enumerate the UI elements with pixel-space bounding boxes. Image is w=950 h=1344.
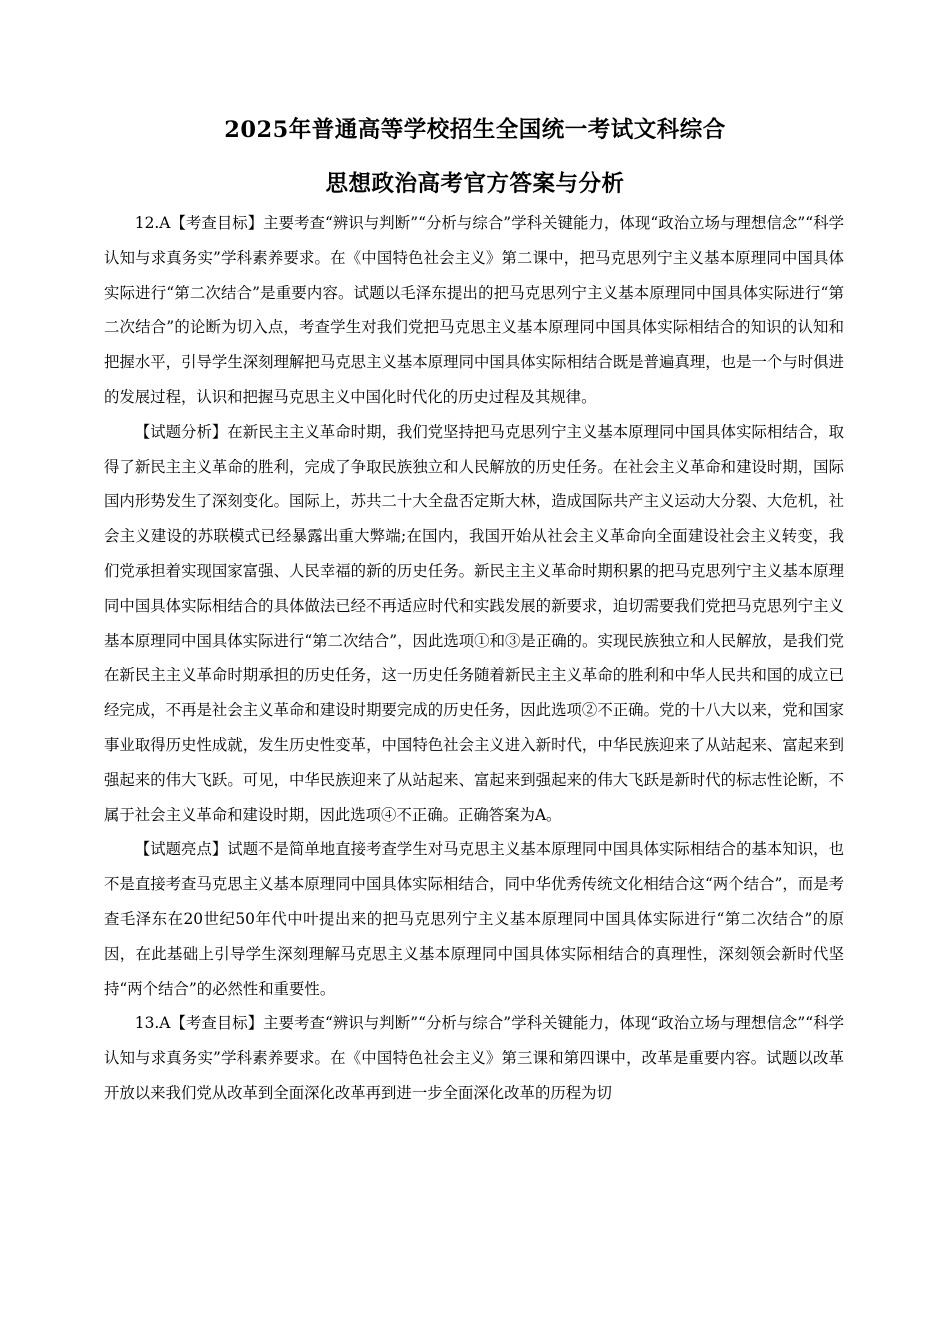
document-title-line2: 思想政治高考官方答案与分析: [325, 171, 625, 197]
paragraph-q12-analysis: 【试题分析】在新民主主义革命时期，我们党坚持把马克思列宁主义基本原理同中国具体实际相结合，取得了新民主主义革命的胜利，完成了争取民族独立和人民解放的历史任务。在社会主义革命和建设时期，国际国内形势发生了深刻变化。国际上，苏共二十大全盘否定斯大林，造成国际共产主义运动大分裂、大危机，社会主义建设的苏联模式已经暴露出重大弊端;在国内，我国开始从社会主义革命向全面建设社会主义转变，我们党承担着实现国家富强、人民幸福的新的历史任务。新民主主义革命时期积累的把马克思列宁主义基本原理同中国具体实际相结合的具体做法已经不再适应时代和实践发展的新要求，迫切需要我们党把马克思列宁主义基本原理同中国具体实际进行“第二次结合”，因此选项①和③是正确的。实现民族独立和人民解放，是我们党在新民主主义革命时期承担的历史任务，这一历史任务随着新民主主义革命的胜利和中华人民共和国的成立已经完成，不再是社会主义革命和建设时期要完成的历史任务，因此选项②不正确。党的十八大以来，党和国家事业取得历史性成就，发生历史性变革，中国特色社会主义进入新时代，中华民族迎来了从站起来、富起来到强起来的伟大飞跃。可见，中华民族迎来了从站起来、富起来到强起来的伟大飞跃是新时代的标志性论断，不属于社会主义革命和建设时期，因此选项④不正确。正确答案为A。: [104, 422, 844, 824]
paragraph-q12-highlight: 【试题亮点】试题不是简单地直接考查学生对马克思主义基本原理同中国具体实际相结合的基本知识，也不是直接考查马克思主义基本原理同中国具体实际相结合，同中华优秀传统文化相结合这“两个结合”，而是考查毛泽东在20世纪50年代中叶提出来的把马克思列宁主义基本原理同中国具体实际进行“第二次结合”的原因，在此基础上引导学生深刻理解马克思主义基本原理同中国具体实际相结合的真理性，深刻领会新时代坚持“两个结合”的必然性和重要性。: [104, 840, 844, 998]
document-body: [104, 206, 844, 1111]
paragraph-q12-exam-objective: 12.A【考查目标】主要考查“辨识与判断”“分析与综合”学科关键能力，体现“政治立场与理想信念”“科学认知与求真务实”学科素养要求。在《中国特色社会主义》第二课中，把马克思列宁主义基本原理同中国具体实际进行“第二次结合”是重要内容。试题以毛泽东提出的把马克思列宁主义基本原理同中国具体实际进行“第二次结合”的论断为切入点，考查学生对我们党把马克思主义基本原理同中国具体实际相结合的知识的认知和把握水平，引导学生深刻理解把马克思主义基本原理同中国具体实际相结合既是普遍真理，也是一个与时俱进的发展过程，认识和把握马克思主义中国化时代化的历史过程及其规律。: [104, 214, 844, 406]
paragraph-q13-exam-objective: 13.A【考查目标】主要考查“辨识与判断”“分析与综合”学科关键能力，体现“政治立场与理想信念”“科学认知与求真务实”学科素养要求。在《中国特色社会主义》第三课和第四课中，改革是重要内容。试题以改革开放以来我们党从改革到全面深化改革再到进一步全面深化改革的历程为切: [104, 1014, 844, 1102]
document-title-line1: 2025年普通高等学校招生全国统一考试文科综合: [224, 117, 726, 143]
